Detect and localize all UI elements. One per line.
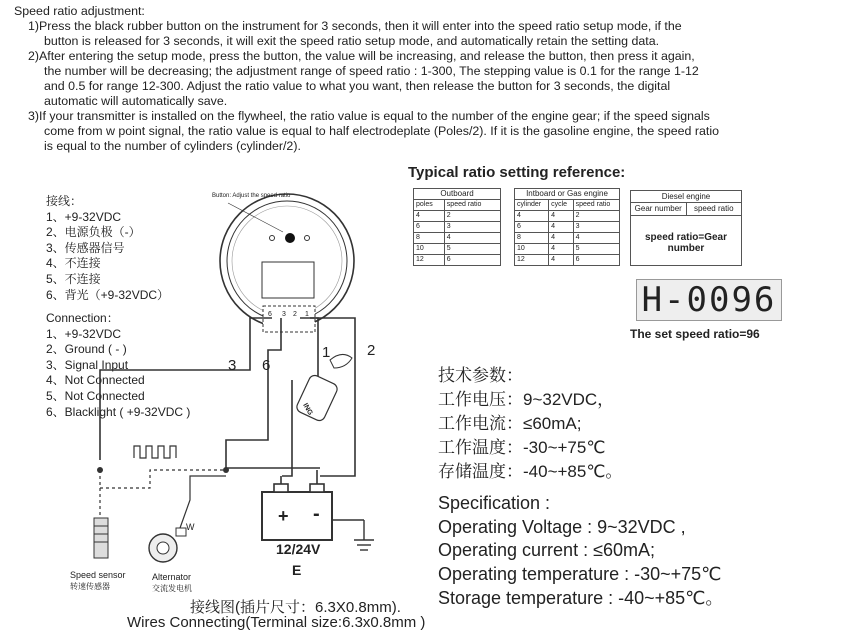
- reference-title: Typical ratio setting reference:: [408, 164, 626, 181]
- button-label: Button: Adjust the speed ratio: [212, 193, 291, 199]
- table-cell: 4: [515, 211, 549, 222]
- speed-sensor-label-cn: 转速传感器: [70, 582, 110, 591]
- table-cell: 4: [549, 255, 574, 266]
- spec-en-title: Specification :: [438, 493, 551, 513]
- instruction-line: 3)If your transmitter is installed on the flywheel, the ratio value is equal to the number of the engine gear; if the speed signals: [28, 109, 710, 123]
- speed-sensor: [94, 518, 108, 558]
- table-cell: 12: [414, 255, 445, 266]
- table-cell: 6: [573, 255, 619, 266]
- wire-number-2: 2: [367, 342, 376, 359]
- pin-item: 3、Signal Input: [46, 357, 129, 372]
- diesel-formula: speed ratio=Gear number: [645, 232, 727, 254]
- terminal-number: 1: [305, 311, 309, 318]
- table-cell: 6: [414, 222, 445, 233]
- terminal-number: 3: [282, 311, 286, 318]
- table-cell: 3: [573, 222, 619, 233]
- speed-sensor-label: Speed sensor: [70, 570, 126, 580]
- spec-cn-item: 工作电流：≤60mA;: [438, 414, 582, 433]
- diesel-heading: Diesel engine: [631, 191, 741, 203]
- inboard-heading: Intboard or Gas engine: [515, 189, 620, 200]
- pin-item: 4、Not Connected: [46, 373, 145, 388]
- instruction-line: 2)After entering the setup mode, press the button, the value will be increasing, and release the button, then press it again,: [28, 49, 695, 63]
- table-cell: 5: [573, 244, 619, 255]
- terminal-number: 2: [293, 311, 297, 318]
- instruction-line: the number will be decreasing; the adjustment range of speed ratio : 1-300, The stepping value is 0.1 for the range 1-12: [44, 64, 699, 78]
- pin-item: 5、不连接: [46, 271, 101, 286]
- spec-en: [438, 492, 723, 611]
- wire-number-1: 1: [322, 344, 331, 361]
- inboard-col-cylinder: cylinder: [515, 200, 549, 211]
- alternator-label: Alternator: [152, 572, 192, 582]
- table-cell: 2: [444, 211, 500, 222]
- wiring-caption-cn: 接线图(插片尺寸：6.3X0.8mm).: [190, 599, 401, 616]
- speed-ratio-button[interactable]: [285, 233, 295, 243]
- alternator-label-cn: 交流发电机: [152, 584, 192, 593]
- wiring-caption-en: Wires Connecting(Terminal size:6.3x0.8mm ): [127, 614, 426, 631]
- instruction-line: and 0.5 for range 12-300. Adjust the ratio value to what you want, then release the button for 3 seconds, the digital: [44, 79, 671, 93]
- table-cell: 10: [515, 244, 549, 255]
- pin-item: 1、+9-32VDC: [46, 326, 122, 341]
- ignition-switch: [295, 354, 352, 422]
- pin-item: 4、不连接: [46, 256, 101, 271]
- table-cell: 4: [549, 211, 574, 222]
- instruction-line: 1)Press the black rubber button on the instrument for 3 seconds, then it will enter into the speed ratio setup mode, if the: [28, 19, 682, 33]
- battery-minus: -: [313, 503, 320, 525]
- pulse-signal: [134, 446, 176, 458]
- instruction-line: automatic will automatically save.: [44, 94, 228, 108]
- table-cell: 12: [515, 255, 549, 266]
- spec-en-item: Storage temperature : -40~+85℃。: [438, 587, 724, 608]
- outboard-heading: Outboard: [414, 189, 501, 200]
- pin-item: 3、传感器信号: [46, 240, 125, 255]
- inboard-col-ratio: speed ratio: [573, 200, 619, 211]
- lcd-display: H-0096: [636, 279, 782, 321]
- spec-en-item: Operating Voltage : 9~32VDC ,: [438, 516, 686, 537]
- inboard-col-cycle: cycle: [549, 200, 574, 211]
- table-cell: 4: [573, 233, 619, 244]
- spec-cn-title: 技术参数：: [438, 366, 523, 385]
- table-cell: 4: [549, 233, 574, 244]
- table-cell: 8: [515, 233, 549, 244]
- pins-en-title: Connection：: [46, 311, 119, 325]
- pin-item: 1、+9-32VDC: [46, 209, 122, 224]
- battery-voltage: 12/24V: [276, 541, 321, 557]
- pin-item: 6、Blacklight ( +9-32VDC ): [46, 404, 191, 419]
- pin-item: 2、电源负极（-）: [46, 225, 141, 240]
- table-cell: 6: [515, 222, 549, 233]
- alternator: [149, 476, 226, 562]
- diesel-col-ratio: speed ratio: [686, 203, 742, 215]
- instructions-title: Speed ratio adjustment:: [14, 4, 145, 18]
- diesel-col-gear: Gear number: [634, 204, 682, 213]
- wire-number-3: 3: [228, 357, 237, 374]
- terminal-number: 6: [268, 311, 272, 318]
- set-ratio-caption: The set speed ratio=96: [630, 327, 760, 341]
- pins-cn-title: 接线：: [46, 194, 83, 208]
- table-cell: 5: [444, 244, 500, 255]
- gauge: [220, 194, 354, 332]
- spec-cn: [438, 364, 622, 484]
- instruction-line: button is released for 3 seconds, it will exit the speed ratio setup mode, and automatically retain the setting data.: [44, 34, 660, 48]
- spec-cn-item: 工作温度：-30~+75℃: [438, 438, 606, 457]
- spec-en-item: Operating current : ≤60mA;: [438, 540, 655, 561]
- ign-label: ING: [301, 402, 314, 417]
- instruction-line: come from w point signal, the ratio value is equal to half electrodeplate (Poles/2). If it is the gasoline engine, the speed ratio: [44, 124, 719, 138]
- spec-en-item: Operating temperature : -30~+75℃: [438, 564, 722, 585]
- table-cell: 2: [573, 211, 619, 222]
- table-cell: 4: [549, 222, 574, 233]
- w-label: W: [186, 522, 195, 532]
- pin-item: 2、Ground ( - ): [46, 342, 127, 357]
- table-cell: 4: [414, 211, 445, 222]
- table-cell: 10: [414, 244, 445, 255]
- pin-item: 6、背光（+9-32VDC）: [46, 287, 170, 302]
- table-cell: 6: [444, 255, 500, 266]
- spec-cn-item: 工作电压：9~32VDC，: [438, 390, 615, 409]
- instruction-line: is equal to the number of cylinders (cylinder/2).: [44, 139, 301, 153]
- outboard-col-ratio: speed ratio: [444, 200, 500, 211]
- battery: [262, 470, 332, 578]
- ground-symbol: [332, 520, 374, 550]
- wire-number-6: 6: [262, 357, 271, 374]
- table-cell: 4: [444, 233, 500, 244]
- outboard-col-poles: poles: [414, 200, 445, 211]
- battery-plus: +: [278, 506, 289, 526]
- table-cell: 8: [414, 233, 445, 244]
- table-cell: 3: [444, 222, 500, 233]
- spec-cn-item: 存储温度：-40~+85℃。: [438, 462, 623, 481]
- ground-label: E: [292, 562, 302, 578]
- table-cell: 4: [549, 244, 574, 255]
- pin-item: 5、Not Connected: [46, 388, 145, 403]
